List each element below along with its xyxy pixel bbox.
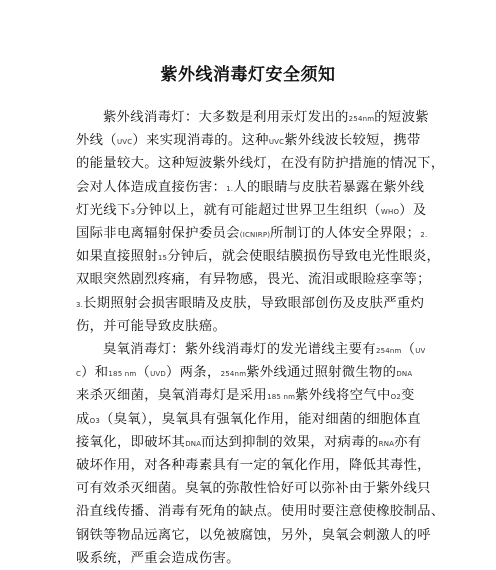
text-run: 吸系统，严重会造成伤害。 xyxy=(76,550,240,566)
text-run: ）两条， xyxy=(166,365,221,381)
text-line xyxy=(103,106,429,129)
small-text-run: O3 xyxy=(89,416,101,425)
text-line xyxy=(76,431,426,454)
text-run: 外线（ xyxy=(76,133,117,149)
small-text-run: 3 xyxy=(130,207,136,216)
small-text-run: UVC xyxy=(116,138,133,147)
text-run: 人的眼睛与皮肤若暴露在紫外线 xyxy=(233,179,425,195)
small-text-run: 254nm xyxy=(348,115,375,123)
text-line xyxy=(76,245,441,268)
text-line xyxy=(76,524,431,547)
text-run: ）和 xyxy=(81,365,109,381)
text-line xyxy=(76,408,426,431)
text-run: 会对人体造成直接伤害： xyxy=(76,179,227,195)
text-run: 如果直接照射 xyxy=(76,249,158,265)
text-run: 灯光线下 xyxy=(76,202,131,218)
text-run: 所制订的人体安全界限； xyxy=(270,226,421,241)
text-run: 变 xyxy=(401,388,415,404)
text-run: （ xyxy=(401,342,416,357)
small-text-run: UVD xyxy=(150,370,166,379)
text-run: 而达到抑制的效果，对病毒的 xyxy=(201,434,379,450)
text-run: 来杀灭细菌，臭氧消毒灯是采用 xyxy=(76,388,268,404)
text-line xyxy=(76,199,426,222)
text-line xyxy=(76,222,426,245)
small-text-run: DNA xyxy=(185,439,202,448)
small-text-run: UVC xyxy=(268,138,285,147)
text-run: （臭氧），臭氧具有强氧化作用，能对细菌的细胞体直 xyxy=(100,411,421,427)
text-line xyxy=(76,268,431,291)
text-run: 紫外线消毒灯：大多数是利用汞灯发出的 xyxy=(103,110,349,125)
small-text-run: C xyxy=(76,370,82,379)
text-line xyxy=(76,176,426,199)
small-text-run: O2 xyxy=(390,393,402,402)
small-text-run: RNA xyxy=(378,439,395,448)
text-line xyxy=(76,454,431,477)
small-text-run: 254nm xyxy=(220,370,247,379)
text-run: 钢铁等物品远离它，以免被腐蚀，另外，臭氧会刺激人的呼 xyxy=(76,527,431,543)
text-run: 的能量较大。这种短波紫外线灯，在没有防护措施的情况下， xyxy=(76,156,445,172)
text-run: 分钟后，就会使眼结膜损伤导致电光性眼炎， xyxy=(167,249,441,265)
small-text-run: (ICNIRP) xyxy=(239,231,271,239)
text-line xyxy=(103,338,426,361)
text-run: 伤，并可能导致皮肤癌。 xyxy=(76,318,227,334)
text-run: 长期照射会损害眼睛及皮肤，导致眼部创伤及皮肤严重灼 xyxy=(83,295,425,311)
text-run: 的短波紫 xyxy=(374,110,429,125)
document-title: 紫外线消毒灯安全须知 xyxy=(160,65,336,85)
small-text-run: UV xyxy=(415,347,426,355)
text-run: 沿直线传播、消毒有死角的缺点。使用时要注意使橡胶制品、 xyxy=(76,504,445,520)
text-line xyxy=(76,477,431,500)
text-line xyxy=(76,152,445,175)
text-run: 亦有 xyxy=(394,434,422,450)
text-line xyxy=(76,292,426,315)
small-text-run: 185 nm xyxy=(108,370,137,379)
text-run: 接氧化，即破坏其 xyxy=(76,434,186,450)
text-run: 紫外线通过照射微生物的 xyxy=(246,365,397,381)
text-run: 紫外线将空气中 xyxy=(295,388,391,404)
small-text-run: 254nm xyxy=(375,347,402,355)
text-run: （ xyxy=(136,365,151,381)
text-run: 可有效杀灭细菌。臭氧的弥散性恰好可以弥补由于紫外线只 xyxy=(76,481,431,497)
small-text-run: 1. xyxy=(226,184,234,193)
text-run: 紫外线波长较短，携带 xyxy=(284,133,421,149)
text-run: 破坏作用，对各种毒素具有一定的氧化作用，降低其毒性， xyxy=(76,458,431,473)
text-line xyxy=(76,129,426,152)
text-run: 双眼突然剧烈疼痛，有异物感，畏光、流泪或眼睑痉挛等； xyxy=(76,272,431,288)
small-text-run: 15 xyxy=(157,254,168,263)
text-run: 臭氧消毒灯：紫外线消毒灯的发光谱线主要有 xyxy=(103,342,376,357)
text-run: ）来实现消毒的。这种 xyxy=(132,133,269,149)
small-text-run: DNA xyxy=(396,370,413,379)
text-run: 分钟以上，就有可能超过世界卫生组织（ xyxy=(135,202,381,218)
text-run: 国际非电离辐射保护委员会 xyxy=(76,226,240,241)
small-text-run: WHO xyxy=(380,207,400,216)
small-text-run: 185 nm xyxy=(267,393,296,402)
text-line xyxy=(76,361,426,384)
small-text-run: 3. xyxy=(76,300,84,309)
small-text-run: 2. xyxy=(420,231,428,239)
text-line xyxy=(76,547,426,570)
text-line xyxy=(76,384,426,407)
text-line xyxy=(76,315,426,338)
text-run: ）及 xyxy=(399,202,427,218)
text-run: 成 xyxy=(76,411,90,427)
text-line xyxy=(76,500,445,523)
